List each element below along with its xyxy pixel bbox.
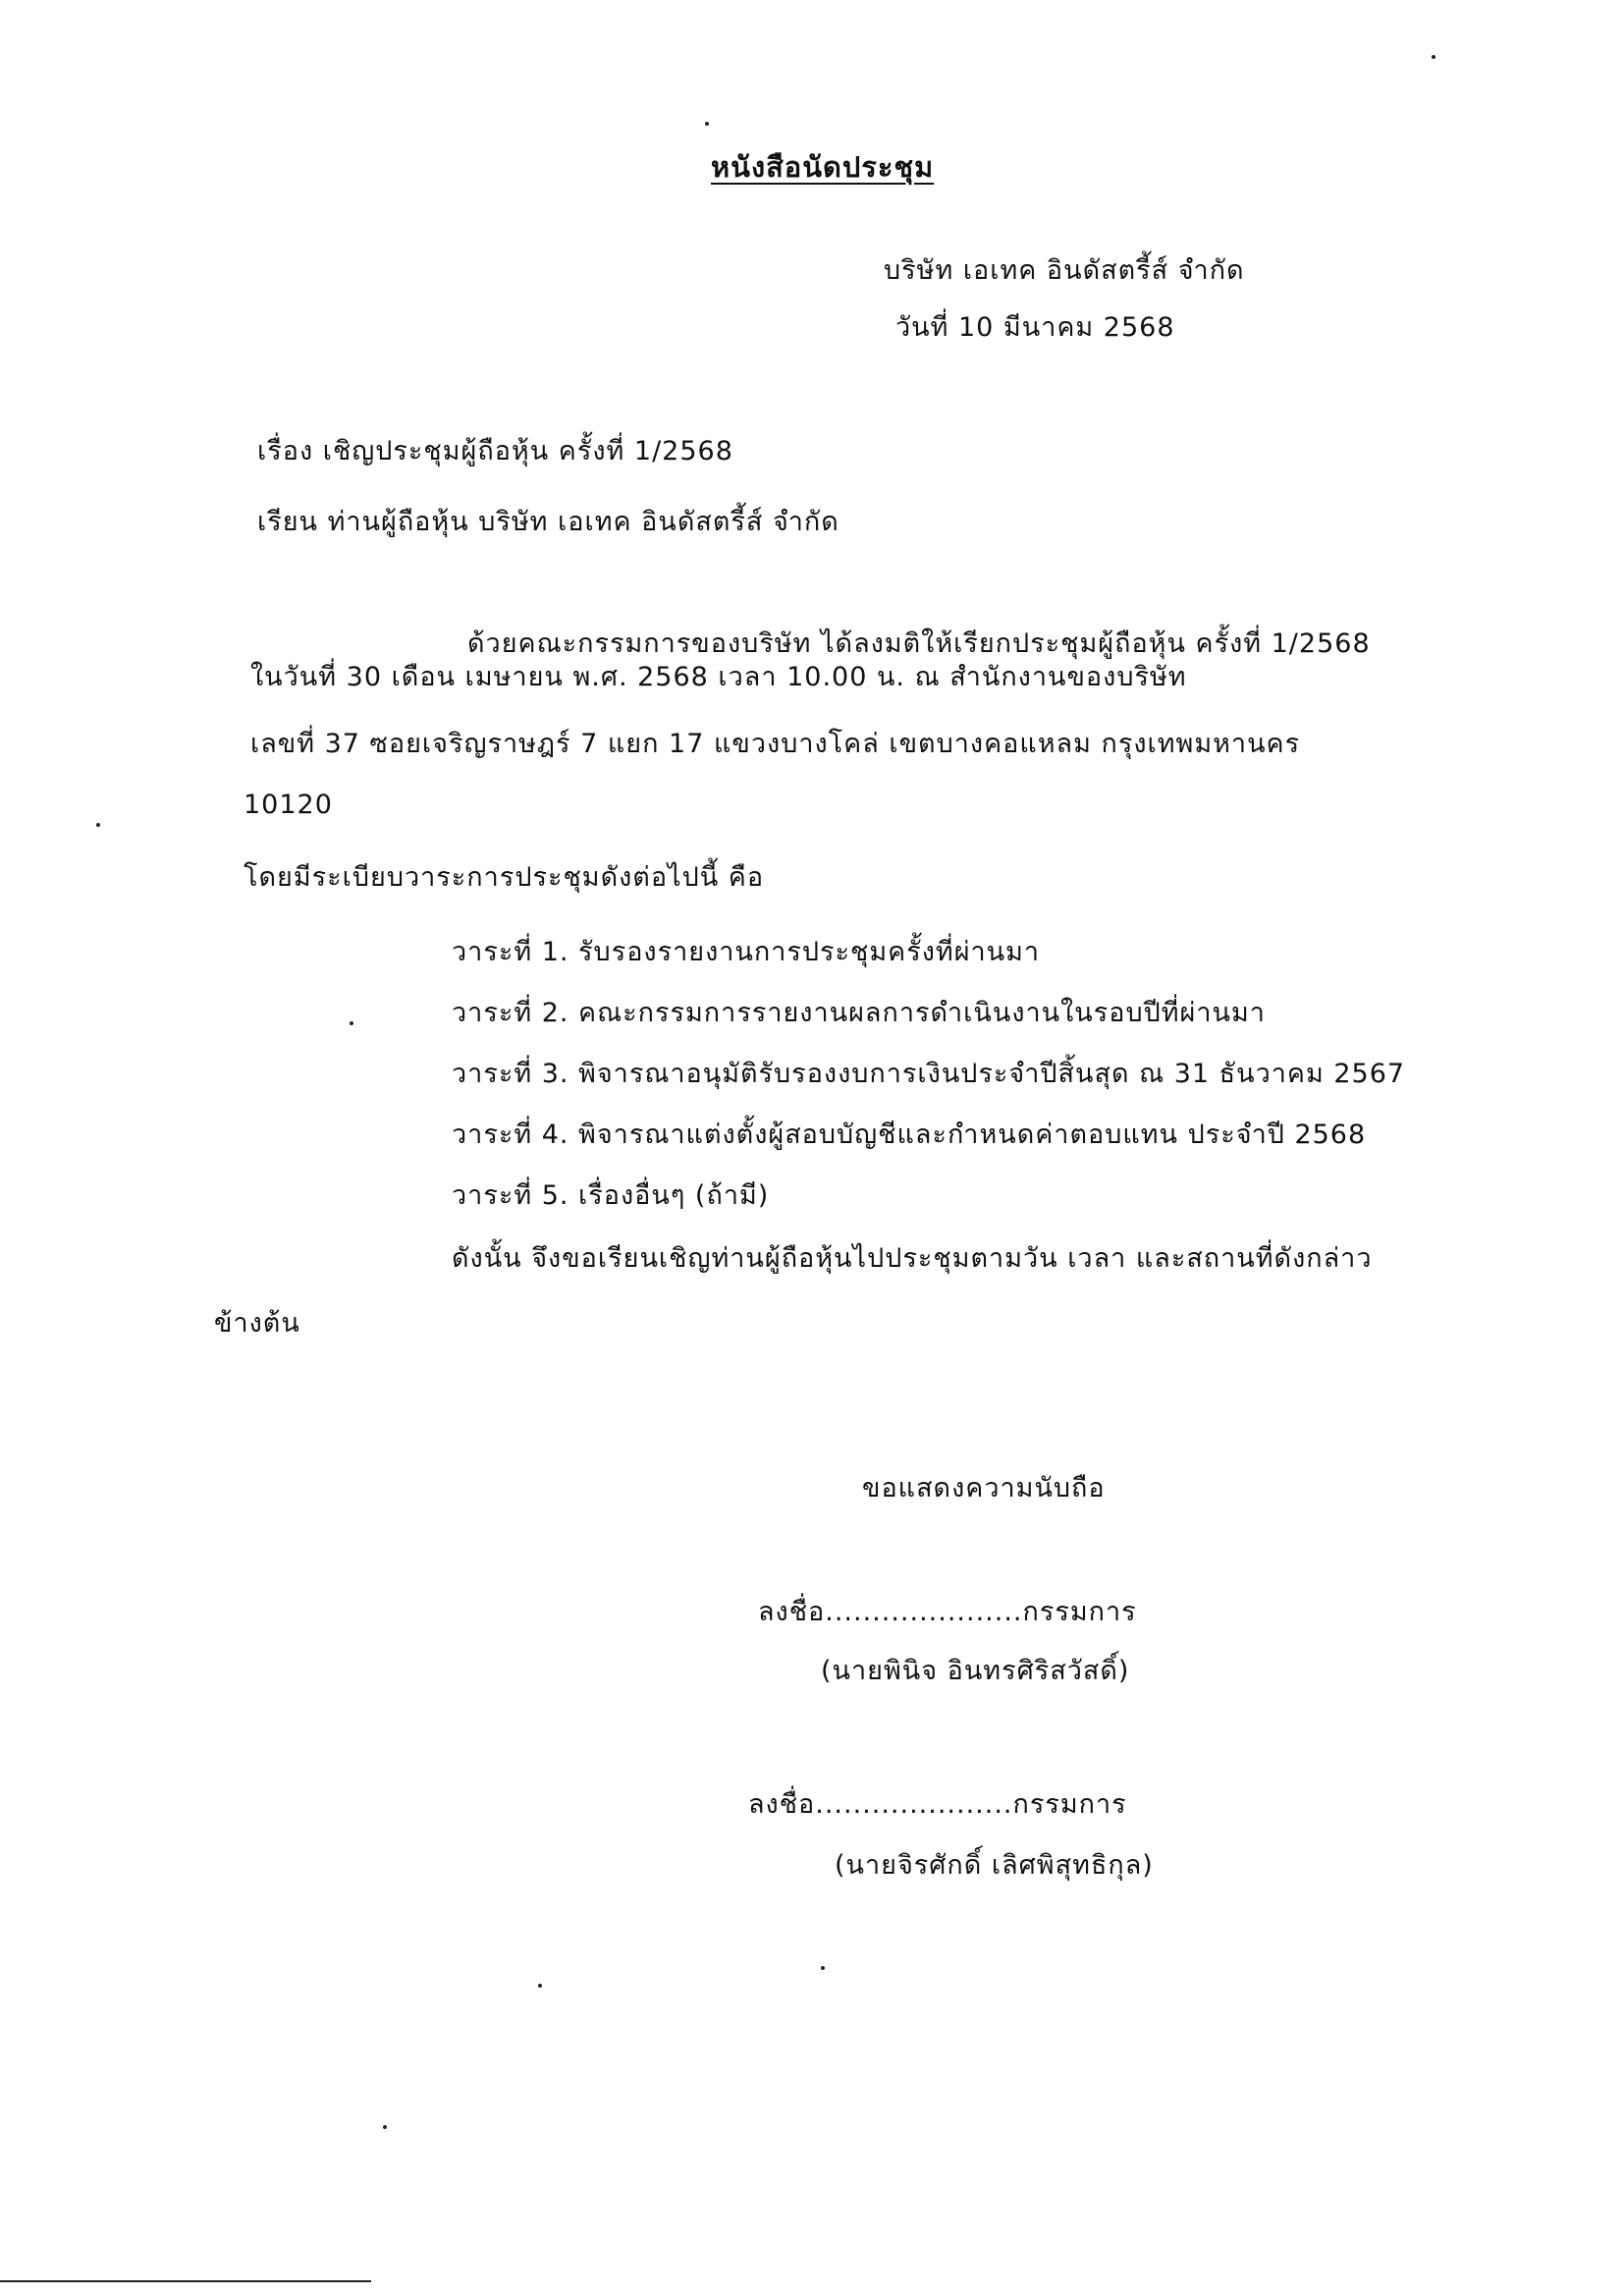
body-line-1: ด้วยคณะกรรมการของบริษัท ได้ลงมติให้เรียกประชุมผู้ถือหุ้น ครั้งที่ 1/2568 <box>467 629 1371 659</box>
scan-speck <box>705 122 709 126</box>
signature-line-2: ลงชื่อ.....................กรรมการ <box>748 1789 1127 1820</box>
company-name: บริษัท เอเทค อินดัสตรี้ส์ จำกัด <box>884 255 1245 286</box>
body-line-3: เลขที่ 37 ซอยเจริญราษฎร์ 7 แยก 17 แขวงบางโคล่ เขตบางคอแหลม กรุงเทพมหานคร <box>250 729 1301 759</box>
agenda-item-4: วาระที่ 4. พิจารณาแต่งตั้งผู้สอบบัญชีและกำหนดค่าตอบแทน ประจำปี 2568 <box>452 1120 1367 1150</box>
agenda-intro: โดยมีระเบียบวาระการประชุมดังต่อไปนี้ คือ <box>244 862 765 893</box>
closing-line: ดังนั้น จึงขอเรียนเชิญท่านผู้ถือหุ้นไปประชุมตามวัน เวลา และสถานที่ดังกล่าว <box>452 1243 1373 1274</box>
signature-line-1: ลงชื่อ.....................กรรมการ <box>758 1597 1137 1627</box>
addressee-line: เรียน ท่านผู้ถือหุ้น บริษัท เอเทค อินดัสตรี้ส์ จำกัด <box>257 507 839 537</box>
agenda-item-1: วาระที่ 1. รับรองรายงานการประชุมครั้งที่ผ่านมา <box>452 937 1041 967</box>
body-line-4: 10120 <box>244 790 333 820</box>
subject-line: เรื่อง เชิญประชุมผู้ถือหุ้น ครั้งที่ 1/2568 <box>257 436 733 466</box>
scan-speck <box>821 1966 825 1970</box>
body-line-2: ในวันที่ 30 เดือน เมษายน พ.ศ. 2568 เวลา 10.00 น. ณ สำนักงานของบริษัท <box>250 662 1187 692</box>
signatory-name-2: (นายจิรศักดิ์ เลิศพิสุทธิกุล) <box>835 1850 1154 1881</box>
scan-edge-line <box>0 2280 371 2282</box>
agenda-item-2: วาระที่ 2. คณะกรรมการรายงานผลการดำเนินงานในรอบปีที่ผ่านมา <box>452 998 1266 1028</box>
document-date: วันที่ 10 มีนาคม 2568 <box>895 312 1175 343</box>
agenda-item-5: วาระที่ 5. เรื่องอื่นๆ (ถ้ามี) <box>452 1180 770 1211</box>
regards-text: ขอแสดงความนับถือ <box>862 1473 1106 1503</box>
agenda-item-3: วาระที่ 3. พิจารณาอนุมัติรับรองงบการเงินประจำปีสิ้นสุด ณ 31 ธันวาคม 2567 <box>452 1059 1406 1089</box>
scan-speck <box>96 823 100 827</box>
closing-continuation: ข้างต้น <box>214 1308 300 1339</box>
scan-speck <box>538 1984 542 1988</box>
signatory-name-1: (นายพินิจ อินทรศิริสวัสดิ์) <box>821 1656 1130 1686</box>
scan-speck <box>350 1021 353 1025</box>
document-title: หนังสือนัดประชุม <box>711 150 935 184</box>
scan-speck <box>1432 55 1435 59</box>
scan-speck <box>383 2125 387 2129</box>
